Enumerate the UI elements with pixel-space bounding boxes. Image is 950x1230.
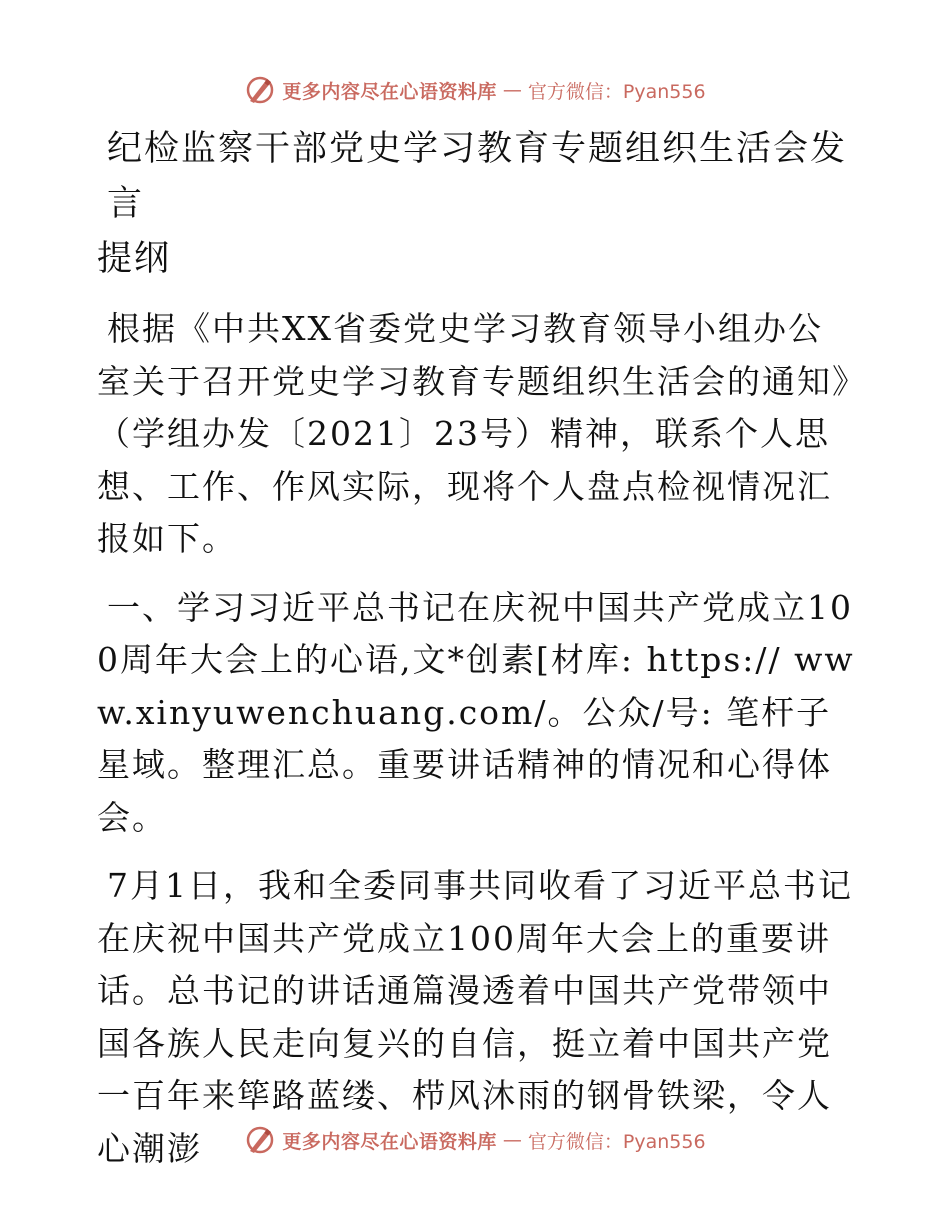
watermark-separator: — [502, 79, 522, 101]
paragraph-section-1: 一、学习习近平总书记在庆祝中国共产党成立100周年大会上的心语,文*创素[材库: https:// www.xinyuwenchuang.com/。公众/号: 笔杆子星域。整理汇总。重要讲话精神的情况和心得体会。 [97, 587, 855, 837]
header-watermark [0, 70, 950, 110]
watermark-official-account: 官方微信：Pyan556 [527, 1130, 706, 1153]
watermark-separator: — [502, 1129, 522, 1151]
title-line-2: 提纲 [97, 239, 172, 279]
pen-logo-icon [244, 1124, 276, 1156]
paragraph-body: 7月1日，我和全委同事共同收看了习近平总书记在庆祝中国共产党成立100周年大会上的重要讲话。总书记的讲话通篇漫透着中国共产党带领中国各族人民走向复兴的自信，挺立着中国共产党一百年来筚路蓝缕、栉风沐雨的钢骨铁梁，令人心潮澎 [97, 866, 853, 1168]
document-body [97, 122, 857, 1175]
pen-logo-icon [244, 74, 276, 106]
paragraph-intro: 根据《中共XX省委党史学习教育领导小组办公室关于召开党史学习教育专题组织生活会的通知》（学组办发〔2021〕23号）精神，联系个人思想、工作、作风实际，现将个人盘点检视情况汇报如下。 [97, 309, 851, 558]
title-line-1: 纪检监察干部党史学习教育专题组织生活会发言 [107, 129, 848, 224]
watermark-main-text: 更多内容尽在心语资料库 [282, 80, 497, 103]
document-title [97, 122, 857, 287]
watermark-official-account: 官方微信：Pyan556 [527, 80, 706, 103]
watermark-main-text: 更多内容尽在心语资料库 [282, 1130, 497, 1153]
footer-watermark [0, 1120, 950, 1160]
